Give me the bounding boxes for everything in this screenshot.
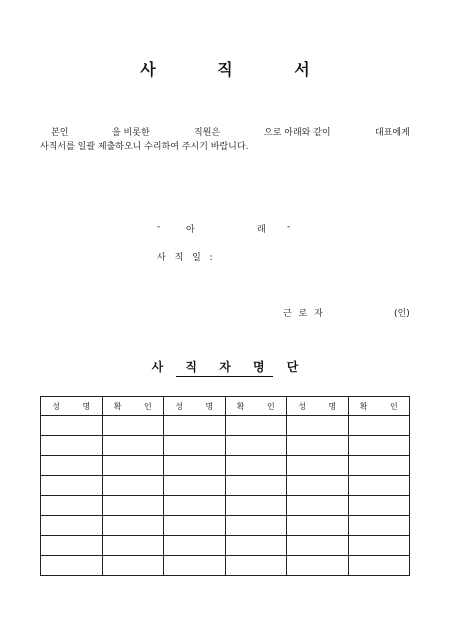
roster-title: 사 직 자 명 단 bbox=[151, 360, 308, 374]
roster-row bbox=[41, 456, 410, 476]
roster-cell bbox=[41, 556, 103, 576]
roster-title-underline bbox=[176, 376, 273, 377]
roster-cell bbox=[225, 456, 287, 476]
roster-cell bbox=[287, 476, 349, 496]
roster-row bbox=[41, 556, 410, 576]
paragraph-word-5: 대표에게 bbox=[375, 128, 410, 138]
roster-cell bbox=[164, 536, 226, 556]
roster-cell bbox=[164, 416, 226, 436]
roster-cell bbox=[164, 556, 226, 576]
roster-cell bbox=[225, 536, 287, 556]
paragraph-line-2: 사직서를 일괄 제출하오니 수리하여 주시기 바랍니다. bbox=[40, 142, 249, 152]
roster-cell bbox=[102, 496, 164, 516]
roster-cell bbox=[225, 556, 287, 576]
document-title: 사 직 서 bbox=[140, 60, 338, 79]
roster-cell bbox=[287, 496, 349, 516]
roster-cell bbox=[102, 536, 164, 556]
roster-cell bbox=[41, 436, 103, 456]
roster-cell bbox=[102, 516, 164, 536]
roster-row bbox=[41, 496, 410, 516]
header-confirm-3: 확 인 bbox=[348, 397, 410, 416]
paragraph-word-3: 직원은 bbox=[194, 128, 221, 138]
roster-cell bbox=[164, 456, 226, 476]
below-dash-right: - bbox=[287, 222, 291, 232]
header-confirm-1: 확 인 bbox=[102, 397, 164, 416]
roster-cell bbox=[41, 476, 103, 496]
roster-cell bbox=[348, 436, 410, 456]
roster-cell bbox=[348, 556, 410, 576]
roster-cell bbox=[348, 456, 410, 476]
roster-cell bbox=[225, 436, 287, 456]
roster-cell bbox=[41, 536, 103, 556]
roster-cell bbox=[348, 476, 410, 496]
roster-body bbox=[41, 416, 410, 576]
roster-cell bbox=[287, 556, 349, 576]
roster-cell bbox=[287, 516, 349, 536]
roster-cell bbox=[102, 416, 164, 436]
roster-header-row bbox=[41, 397, 410, 416]
roster-cell bbox=[164, 496, 226, 516]
roster-cell bbox=[102, 476, 164, 496]
roster-cell bbox=[348, 496, 410, 516]
roster-cell bbox=[287, 416, 349, 436]
roster-cell bbox=[102, 456, 164, 476]
resign-date-label: 사 직 일 : bbox=[157, 253, 216, 263]
roster-cell bbox=[348, 516, 410, 536]
header-name-2: 성 명 bbox=[164, 397, 226, 416]
paragraph-word-1: 본인 bbox=[51, 128, 69, 138]
roster-cell bbox=[41, 516, 103, 536]
roster-row bbox=[41, 536, 410, 556]
worker-label: 근 로 자 bbox=[283, 309, 325, 319]
roster-cell bbox=[287, 456, 349, 476]
roster-cell bbox=[164, 516, 226, 536]
below-label-left: 아 bbox=[186, 225, 195, 235]
roster-cell bbox=[225, 416, 287, 436]
roster-cell bbox=[41, 496, 103, 516]
roster-cell bbox=[348, 536, 410, 556]
roster-cell bbox=[287, 536, 349, 556]
paragraph-word-2: 을 비롯한 bbox=[112, 128, 150, 138]
roster-cell bbox=[102, 556, 164, 576]
roster-cell bbox=[225, 516, 287, 536]
roster-row bbox=[41, 476, 410, 496]
roster-cell bbox=[287, 436, 349, 456]
below-label-right: 래 bbox=[257, 225, 266, 235]
paragraph-word-4: 으로 아래와 같이 bbox=[264, 128, 331, 138]
roster-row bbox=[41, 516, 410, 536]
header-name-1: 성 명 bbox=[41, 397, 103, 416]
roster-row bbox=[41, 416, 410, 436]
header-name-3: 성 명 bbox=[287, 397, 349, 416]
roster-cell bbox=[164, 476, 226, 496]
roster-cell bbox=[102, 436, 164, 456]
roster-cell bbox=[225, 496, 287, 516]
roster-cell bbox=[41, 416, 103, 436]
roster-cell bbox=[225, 476, 287, 496]
roster-table bbox=[40, 396, 410, 576]
below-dash-left: - bbox=[157, 222, 161, 232]
roster-cell bbox=[41, 456, 103, 476]
header-confirm-2: 확 인 bbox=[225, 397, 287, 416]
roster-row bbox=[41, 436, 410, 456]
roster-cell bbox=[164, 436, 226, 456]
seal-label: (인) bbox=[394, 309, 410, 319]
roster-cell bbox=[348, 416, 410, 436]
